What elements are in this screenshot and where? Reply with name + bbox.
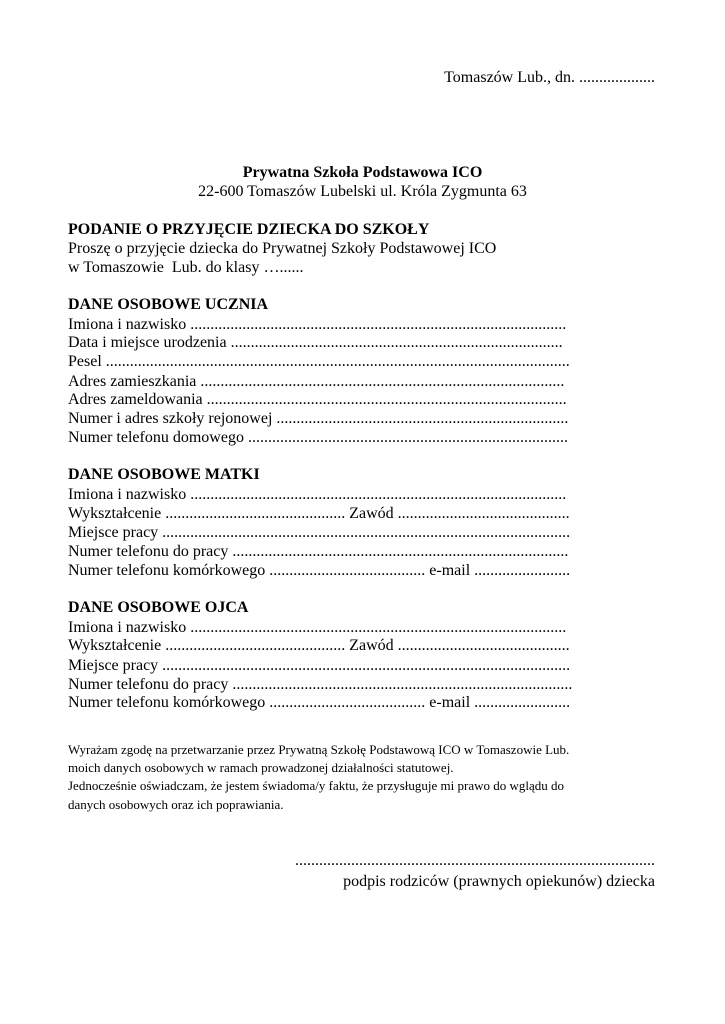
- student-field-residence: Adres zamieszkania ...........................................................................................: [68, 373, 565, 390]
- father-field-mobile: Numer telefonu komórkowego ....................................... e-mail ........................: [68, 694, 571, 711]
- mother-field-work-phone: Numer telefonu do pracy ....................................................................................: [68, 543, 569, 560]
- mother-field-name: Imiona i nazwisko ..............................................................................................: [68, 486, 567, 503]
- signature-line: ..........................................................................................: [295, 852, 655, 869]
- application-title: PODANIE O PRZYJĘCIE DZIECKA DO SZKOŁY: [68, 221, 430, 238]
- consent-line-1: Wyrażam zgodę na przetwarzanie przez Prywatną Szkołę Podstawową ICO w Tomaszowie Lub.: [68, 742, 570, 757]
- student-field-phone: Numer telefonu domowego ................................................................................: [68, 429, 568, 446]
- mother-field-mobile: Numer telefonu komórkowego ....................................... e-mail ........................: [68, 562, 571, 579]
- student-field-name: Imiona i nazwisko ..............................................................................................: [68, 316, 567, 333]
- mother-heading: DANE OSOBOWE MATKI: [68, 466, 260, 483]
- signature-label: podpis rodziców (prawnych opiekunów) dziecka: [343, 873, 655, 890]
- student-field-school: Numer i adres szkoły rejonowej .........................................................................: [68, 410, 569, 427]
- student-field-registered: Adres zameldowania ..........................................................................................: [68, 391, 567, 408]
- place-date: Tomaszów Lub., dn. ...................: [444, 69, 655, 86]
- school-address: 22-600 Tomaszów Lubelski ul. Króla Zygmunta 63: [198, 183, 527, 200]
- father-field-workplace: Miejsce pracy ......................................................................................................: [68, 657, 571, 674]
- mother-field-workplace: Miejsce pracy ......................................................................................................: [68, 524, 571, 541]
- father-field-work-phone: Numer telefonu do pracy .....................................................................................: [68, 676, 573, 693]
- consent-line-4: danych osobowych oraz ich poprawiania.: [68, 797, 284, 812]
- father-field-name: Imiona i nazwisko ..............................................................................................: [68, 619, 567, 636]
- student-field-pesel: Pesel ....................................................................................................................: [68, 353, 570, 370]
- application-line-1: Proszę o przyjęcie dziecka do Prywatnej Szkoły Podstawowej ICO: [68, 240, 497, 257]
- father-field-education: Wykształcenie ............................................. Zawód ...........................................: [68, 637, 570, 654]
- consent-line-3: Jednocześnie oświadczam, że jestem świadoma/y faktu, że przysługuje mi prawo do wglądu do: [68, 778, 565, 793]
- application-line-2: w Tomaszowie Lub. do klasy …......: [68, 259, 304, 276]
- school-name: Prywatna Szkoła Podstawowa ICO: [242, 164, 483, 181]
- father-heading: DANE OSOBOWE OJCA: [68, 599, 249, 616]
- student-heading: DANE OSOBOWE UCZNIA: [68, 296, 269, 313]
- consent-line-2: moich danych osobowych w ramach prowadzonej działalności statutowej.: [68, 760, 454, 775]
- student-field-birth: Data i miejsce urodzenia ...................................................................................: [68, 334, 563, 351]
- mother-field-education: Wykształcenie ............................................. Zawód ...........................................: [68, 505, 570, 522]
